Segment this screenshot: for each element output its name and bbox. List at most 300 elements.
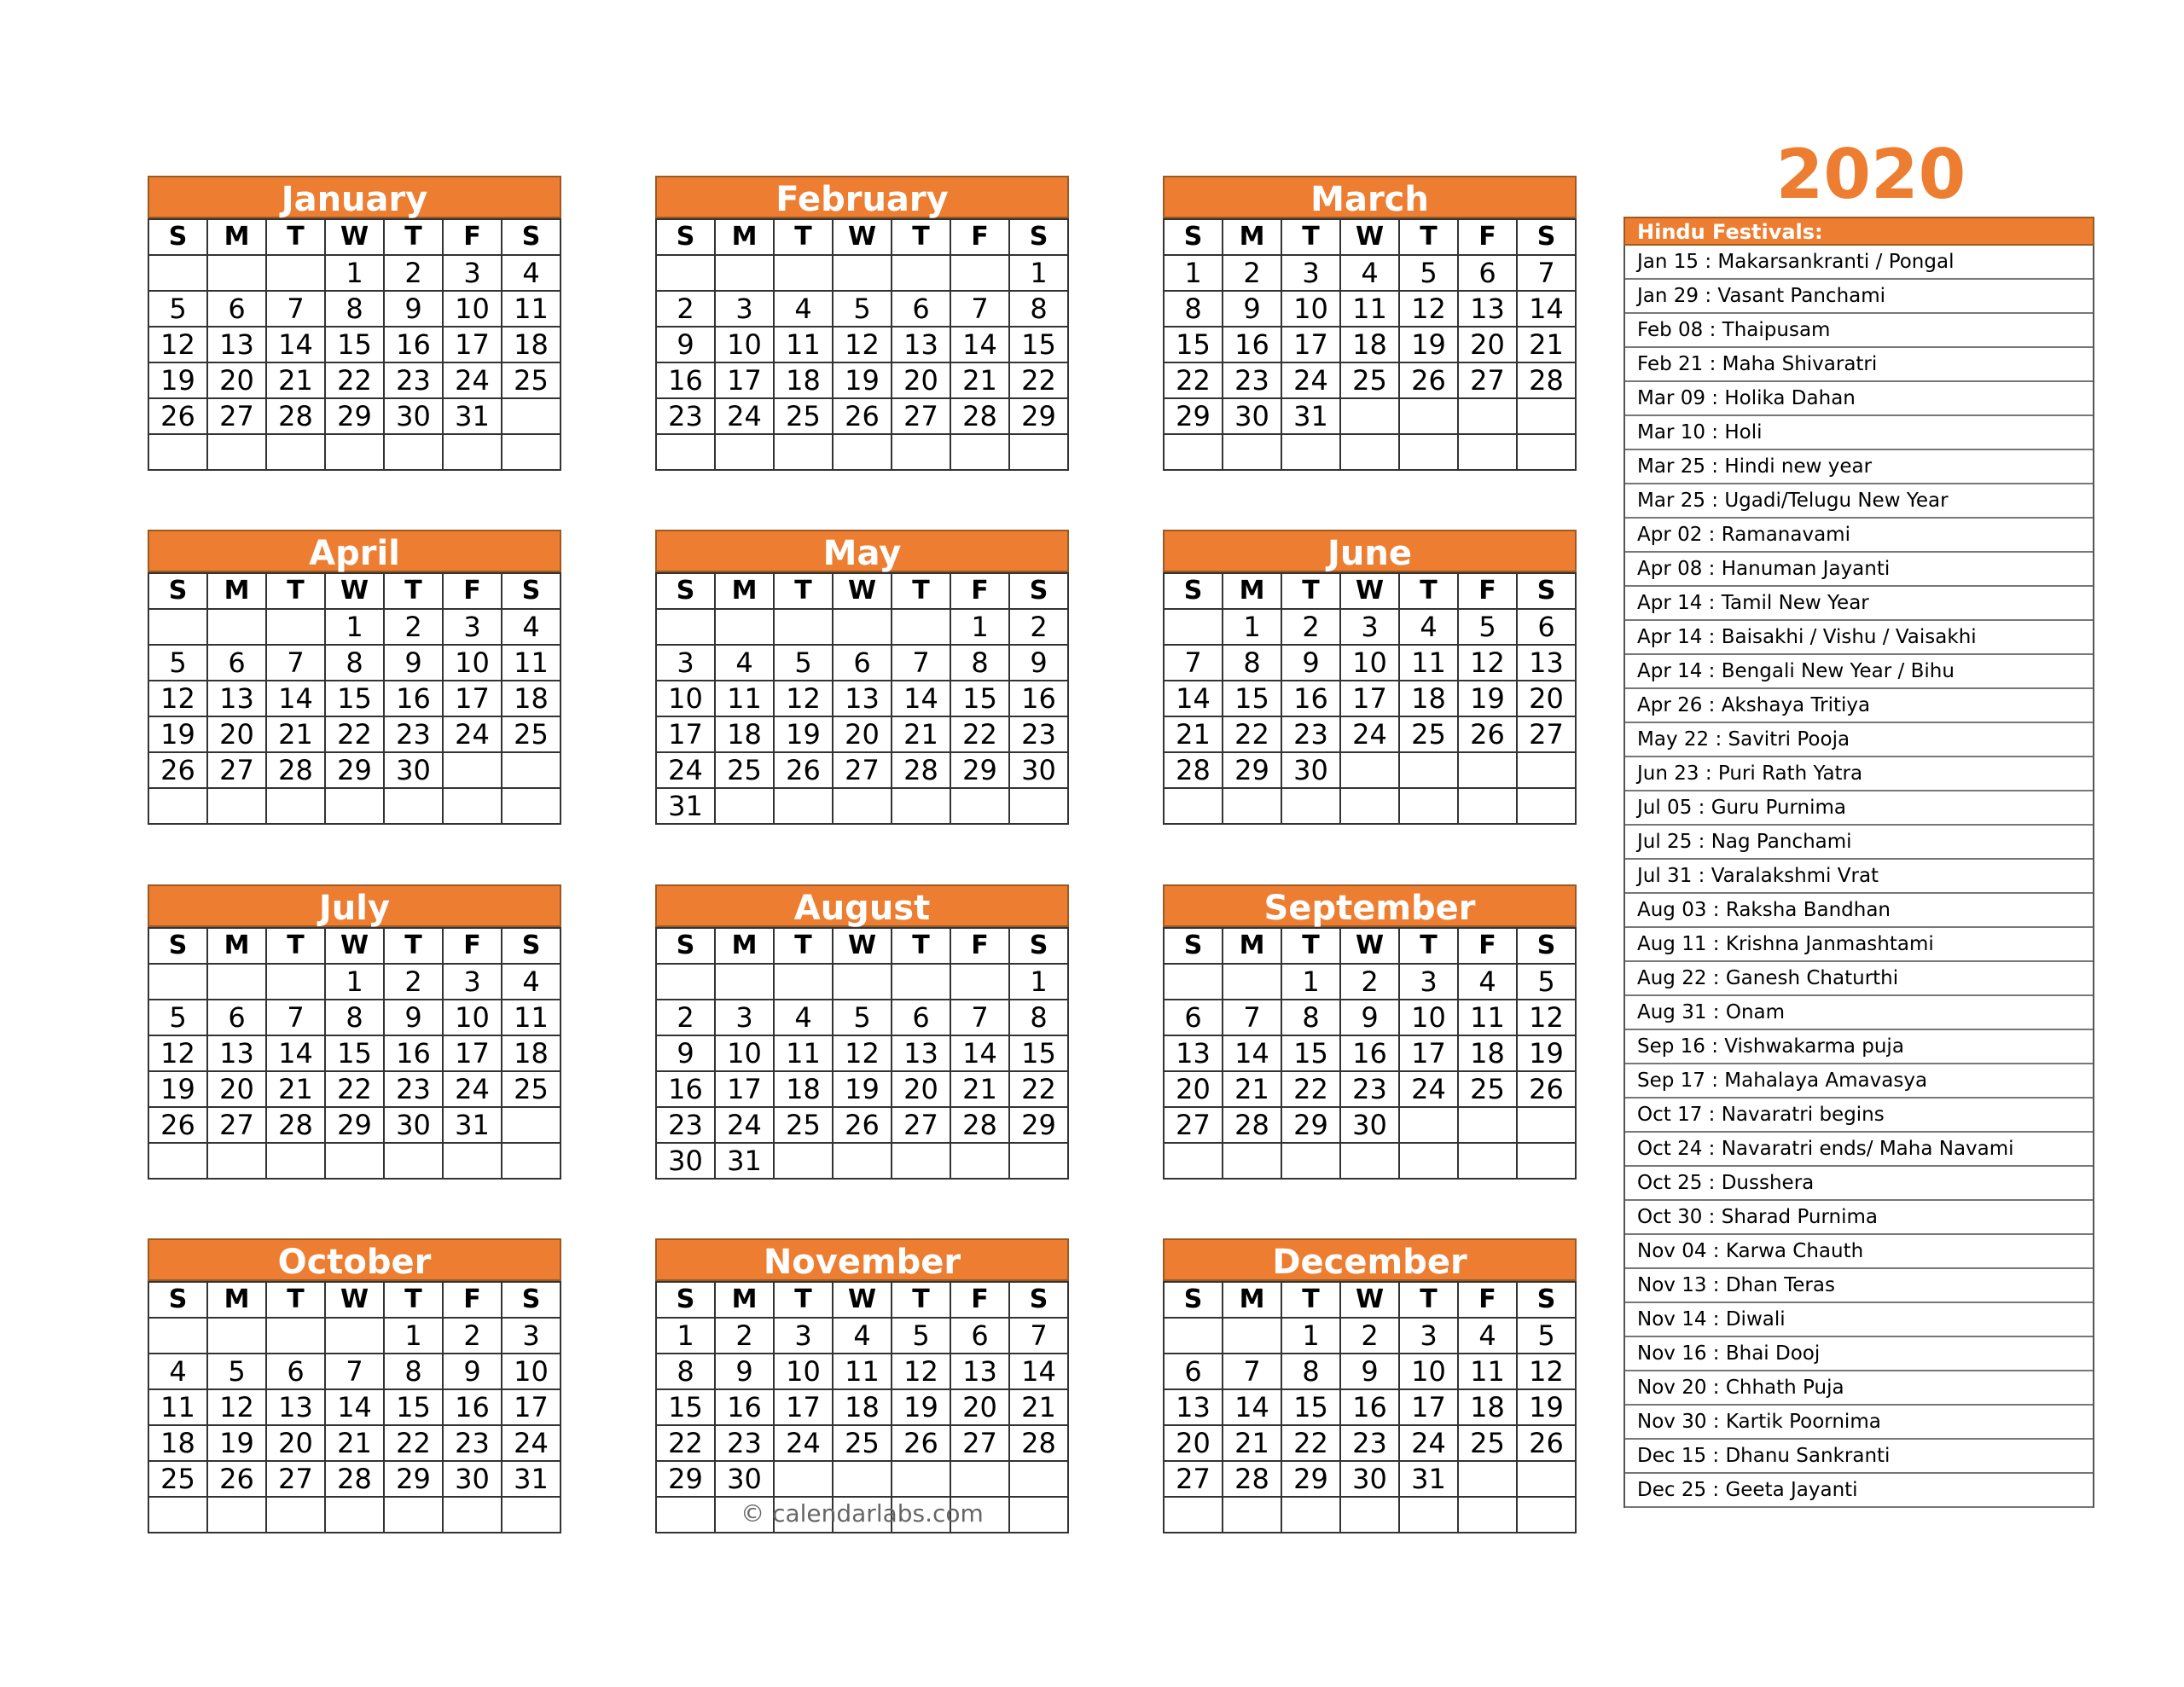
- festival-item: Sep 16 : Vishwakarma puja: [1625, 1030, 2093, 1064]
- empty-cell: [502, 1498, 561, 1533]
- day-cell: 11: [834, 1354, 892, 1390]
- weekday-header: S: [1165, 1283, 1223, 1319]
- day-cell: 28: [951, 1108, 1010, 1144]
- day-cell: 13: [951, 1354, 1010, 1390]
- weekday-header: T: [385, 220, 444, 256]
- day-cell: 19: [1400, 328, 1459, 363]
- day-cell: 1: [657, 1319, 716, 1354]
- day-cell: 4: [775, 1000, 834, 1036]
- day-cell: 8: [1282, 1000, 1341, 1036]
- day-cell: 23: [657, 1108, 716, 1144]
- day-cell: 30: [1223, 399, 1282, 435]
- day-cell: 3: [444, 610, 502, 646]
- empty-cell: [1223, 1319, 1282, 1354]
- day-cell: 7: [267, 292, 326, 328]
- month-title: June: [1163, 530, 1577, 572]
- day-cell: 6: [892, 292, 951, 328]
- month-title: December: [1163, 1238, 1577, 1281]
- day-cell: 18: [1459, 1390, 1518, 1426]
- festival-item: Oct 30 : Sharad Purnima: [1625, 1201, 2093, 1235]
- month-march: [1163, 176, 1577, 471]
- day-cell: 15: [1165, 328, 1223, 363]
- festival-item: Jan 29 : Vasant Panchami: [1625, 280, 2093, 314]
- weekday-header: W: [834, 1283, 892, 1319]
- weekday-header: W: [1341, 574, 1400, 610]
- empty-cell: [1400, 399, 1459, 435]
- day-cell: 17: [444, 328, 502, 363]
- day-cell: 29: [951, 753, 1010, 789]
- empty-cell: [775, 789, 834, 825]
- day-cell: 5: [149, 292, 208, 328]
- weekday-header: T: [1400, 574, 1459, 610]
- festival-item: Aug 22 : Ganesh Chaturthi: [1625, 962, 2093, 996]
- day-cell: 22: [1282, 1072, 1341, 1108]
- empty-cell: [1459, 399, 1518, 435]
- day-cell: 12: [149, 681, 208, 717]
- festival-item: Apr 02 : Ramanavami: [1625, 519, 2093, 553]
- day-cell: 12: [834, 328, 892, 363]
- day-cell: 20: [1165, 1426, 1223, 1462]
- empty-cell: [267, 1498, 326, 1533]
- day-cell: 29: [1282, 1462, 1341, 1498]
- day-cell: 10: [1400, 1354, 1459, 1390]
- weekday-header: S: [657, 1283, 716, 1319]
- festival-item: Oct 24 : Navaratri ends/ Maha Navami: [1625, 1133, 2093, 1167]
- empty-cell: [1400, 1108, 1459, 1144]
- day-cell: 7: [267, 646, 326, 681]
- weekday-header: M: [208, 220, 267, 256]
- day-cell: 25: [1400, 717, 1459, 753]
- day-cell: 17: [444, 681, 502, 717]
- day-cell: 22: [1010, 363, 1069, 399]
- day-cell: 8: [1223, 646, 1282, 681]
- weekday-header: W: [1341, 1283, 1400, 1319]
- day-cell: 24: [716, 1108, 775, 1144]
- weekday-header: T: [385, 929, 444, 965]
- weekday-header: W: [1341, 929, 1400, 965]
- empty-cell: [1223, 789, 1282, 825]
- empty-cell: [208, 610, 267, 646]
- day-cell: 6: [834, 646, 892, 681]
- weekday-header: S: [657, 929, 716, 965]
- day-cell: 23: [444, 1426, 502, 1462]
- festival-item: Aug 03 : Raksha Bandhan: [1625, 894, 2093, 928]
- day-cell: 12: [1400, 292, 1459, 328]
- festival-item: Oct 17 : Navaratri begins: [1625, 1099, 2093, 1133]
- weekday-header: S: [1010, 574, 1069, 610]
- weekday-header: S: [502, 574, 561, 610]
- day-cell: 12: [149, 1036, 208, 1072]
- weekday-header: M: [1223, 929, 1282, 965]
- day-cell: 17: [657, 717, 716, 753]
- day-cell: 19: [1518, 1036, 1577, 1072]
- day-cell: 26: [834, 399, 892, 435]
- day-cell: 14: [1518, 292, 1577, 328]
- day-cell: 30: [1010, 753, 1069, 789]
- day-cell: 5: [1518, 965, 1577, 1000]
- day-cell: 27: [208, 753, 267, 789]
- month-june: [1163, 530, 1577, 825]
- empty-cell: [1223, 435, 1282, 471]
- day-cell: 27: [1518, 717, 1577, 753]
- day-cell: 8: [1282, 1354, 1341, 1390]
- day-cell: 28: [326, 1462, 385, 1498]
- month-grid: [1163, 1281, 1577, 1533]
- empty-cell: [326, 1498, 385, 1533]
- day-cell: 8: [385, 1354, 444, 1390]
- day-cell: 27: [208, 1108, 267, 1144]
- day-cell: 13: [1459, 292, 1518, 328]
- day-cell: 7: [1010, 1319, 1069, 1354]
- day-cell: 22: [1223, 717, 1282, 753]
- day-cell: 19: [208, 1426, 267, 1462]
- day-cell: 21: [1518, 328, 1577, 363]
- weekday-header: F: [951, 574, 1010, 610]
- empty-cell: [149, 435, 208, 471]
- day-cell: 12: [1518, 1000, 1577, 1036]
- day-cell: 30: [444, 1462, 502, 1498]
- day-cell: 4: [775, 292, 834, 328]
- day-cell: 29: [385, 1462, 444, 1498]
- empty-cell: [1459, 1498, 1518, 1533]
- day-cell: 19: [1459, 681, 1518, 717]
- weekday-header: S: [1518, 220, 1577, 256]
- empty-cell: [951, 435, 1010, 471]
- day-cell: 11: [1400, 646, 1459, 681]
- empty-cell: [1165, 1319, 1223, 1354]
- day-cell: 19: [149, 717, 208, 753]
- empty-cell: [1341, 1498, 1400, 1533]
- empty-cell: [892, 1144, 951, 1180]
- weekday-header: T: [1282, 929, 1341, 965]
- day-cell: 3: [657, 646, 716, 681]
- empty-cell: [326, 1319, 385, 1354]
- festival-item: Nov 30 : Kartik Poornima: [1625, 1406, 2093, 1440]
- day-cell: 4: [716, 646, 775, 681]
- day-cell: 15: [1223, 681, 1282, 717]
- day-cell: 25: [1459, 1426, 1518, 1462]
- month-grid: [655, 1281, 1069, 1533]
- month-grid: [148, 218, 561, 471]
- empty-cell: [951, 1462, 1010, 1498]
- day-cell: 13: [208, 681, 267, 717]
- day-cell: 15: [1282, 1036, 1341, 1072]
- empty-cell: [892, 1462, 951, 1498]
- empty-cell: [267, 965, 326, 1000]
- day-cell: 14: [267, 328, 326, 363]
- day-cell: 8: [1165, 292, 1223, 328]
- empty-cell: [834, 256, 892, 292]
- empty-cell: [149, 789, 208, 825]
- day-cell: 25: [1459, 1072, 1518, 1108]
- empty-cell: [267, 1319, 326, 1354]
- day-cell: 30: [1282, 753, 1341, 789]
- day-cell: 6: [951, 1319, 1010, 1354]
- year-title: 2020: [1775, 135, 1966, 214]
- day-cell: 18: [775, 363, 834, 399]
- day-cell: 1: [326, 610, 385, 646]
- day-cell: 30: [385, 399, 444, 435]
- festival-list: [1623, 246, 2094, 1508]
- weekday-header: M: [716, 929, 775, 965]
- festival-item: May 22 : Savitri Pooja: [1625, 723, 2093, 757]
- day-cell: 28: [267, 399, 326, 435]
- empty-cell: [1341, 753, 1400, 789]
- empty-cell: [951, 789, 1010, 825]
- weekday-header: W: [834, 220, 892, 256]
- day-cell: 26: [892, 1426, 951, 1462]
- empty-cell: [444, 435, 502, 471]
- festival-item: Feb 08 : Thaipusam: [1625, 314, 2093, 348]
- empty-cell: [1518, 1108, 1577, 1144]
- day-cell: 31: [502, 1462, 561, 1498]
- day-cell: 20: [834, 717, 892, 753]
- day-cell: 14: [1010, 1354, 1069, 1390]
- day-cell: 29: [1223, 753, 1282, 789]
- day-cell: 25: [1341, 363, 1400, 399]
- empty-cell: [502, 435, 561, 471]
- day-cell: 20: [892, 1072, 951, 1108]
- day-cell: 5: [834, 292, 892, 328]
- weekday-header: F: [1459, 574, 1518, 610]
- weekday-header: S: [657, 574, 716, 610]
- day-cell: 23: [1282, 717, 1341, 753]
- weekday-header: F: [951, 220, 1010, 256]
- weekday-header: T: [775, 929, 834, 965]
- empty-cell: [892, 256, 951, 292]
- day-cell: 23: [1223, 363, 1282, 399]
- empty-cell: [444, 1498, 502, 1533]
- day-cell: 13: [1165, 1390, 1223, 1426]
- day-cell: 20: [1165, 1072, 1223, 1108]
- day-cell: 24: [502, 1426, 561, 1462]
- weekday-header: W: [326, 929, 385, 965]
- day-cell: 13: [208, 1036, 267, 1072]
- empty-cell: [892, 789, 951, 825]
- empty-cell: [1165, 1144, 1223, 1180]
- day-cell: 16: [716, 1390, 775, 1426]
- day-cell: 21: [1223, 1426, 1282, 1462]
- empty-cell: [1400, 753, 1459, 789]
- day-cell: 30: [385, 753, 444, 789]
- empty-cell: [1400, 1144, 1459, 1180]
- day-cell: 13: [892, 328, 951, 363]
- day-cell: 14: [951, 1036, 1010, 1072]
- weekday-header: T: [267, 1283, 326, 1319]
- weekday-header: T: [892, 1283, 951, 1319]
- empty-cell: [1400, 435, 1459, 471]
- day-cell: 18: [775, 1072, 834, 1108]
- day-cell: 17: [1282, 328, 1341, 363]
- day-cell: 12: [208, 1390, 267, 1426]
- empty-cell: [1518, 1144, 1577, 1180]
- month-title: February: [655, 176, 1069, 218]
- day-cell: 14: [1223, 1390, 1282, 1426]
- weekday-header: T: [1282, 1283, 1341, 1319]
- empty-cell: [1282, 1498, 1341, 1533]
- empty-cell: [775, 1462, 834, 1498]
- day-cell: 26: [775, 753, 834, 789]
- empty-cell: [208, 1144, 267, 1180]
- empty-cell: [208, 1319, 267, 1354]
- empty-cell: [208, 435, 267, 471]
- day-cell: 27: [892, 399, 951, 435]
- empty-cell: [1459, 1108, 1518, 1144]
- empty-cell: [1341, 1144, 1400, 1180]
- month-title: October: [148, 1238, 561, 1281]
- empty-cell: [834, 1462, 892, 1498]
- day-cell: 27: [267, 1462, 326, 1498]
- day-cell: 23: [716, 1426, 775, 1462]
- festival-item: Oct 25 : Dusshera: [1625, 1167, 2093, 1201]
- day-cell: 19: [149, 363, 208, 399]
- day-cell: 19: [775, 717, 834, 753]
- day-cell: 10: [716, 328, 775, 363]
- empty-cell: [834, 610, 892, 646]
- day-cell: 8: [1010, 1000, 1069, 1036]
- day-cell: 3: [775, 1319, 834, 1354]
- day-cell: 7: [1518, 256, 1577, 292]
- month-title: July: [148, 884, 561, 927]
- day-cell: 25: [502, 717, 561, 753]
- day-cell: 15: [326, 1036, 385, 1072]
- weekday-header: S: [1165, 220, 1223, 256]
- weekday-header: M: [716, 220, 775, 256]
- day-cell: 7: [267, 1000, 326, 1036]
- day-cell: 20: [208, 363, 267, 399]
- day-cell: 23: [385, 1072, 444, 1108]
- empty-cell: [775, 256, 834, 292]
- day-cell: 9: [657, 328, 716, 363]
- month-grid: [1163, 927, 1577, 1180]
- empty-cell: [834, 965, 892, 1000]
- day-cell: 5: [775, 646, 834, 681]
- day-cell: 1: [1282, 965, 1341, 1000]
- day-cell: 23: [385, 717, 444, 753]
- day-cell: 10: [1341, 646, 1400, 681]
- day-cell: 17: [716, 1072, 775, 1108]
- empty-cell: [1518, 435, 1577, 471]
- day-cell: 17: [716, 363, 775, 399]
- day-cell: 19: [149, 1072, 208, 1108]
- day-cell: 20: [1459, 328, 1518, 363]
- empty-cell: [775, 610, 834, 646]
- day-cell: 28: [951, 399, 1010, 435]
- day-cell: 10: [657, 681, 716, 717]
- empty-cell: [1459, 789, 1518, 825]
- day-cell: 31: [1282, 399, 1341, 435]
- empty-cell: [502, 1144, 561, 1180]
- day-cell: 4: [502, 610, 561, 646]
- day-cell: 1: [326, 965, 385, 1000]
- empty-cell: [1518, 789, 1577, 825]
- day-cell: 16: [385, 681, 444, 717]
- day-cell: 9: [385, 646, 444, 681]
- day-cell: 26: [208, 1462, 267, 1498]
- empty-cell: [834, 1144, 892, 1180]
- empty-cell: [502, 789, 561, 825]
- day-cell: 22: [385, 1426, 444, 1462]
- day-cell: 11: [1459, 1000, 1518, 1036]
- weekday-header: T: [1282, 220, 1341, 256]
- day-cell: 28: [267, 753, 326, 789]
- weekday-header: W: [326, 1283, 385, 1319]
- empty-cell: [1010, 1144, 1069, 1180]
- day-cell: 29: [1165, 399, 1223, 435]
- empty-cell: [1282, 789, 1341, 825]
- day-cell: 9: [1341, 1000, 1400, 1036]
- empty-cell: [1223, 965, 1282, 1000]
- day-cell: 16: [1010, 681, 1069, 717]
- empty-cell: [1459, 753, 1518, 789]
- empty-cell: [208, 965, 267, 1000]
- empty-cell: [716, 256, 775, 292]
- weekday-header: W: [326, 574, 385, 610]
- day-cell: 17: [444, 1036, 502, 1072]
- empty-cell: [1282, 1144, 1341, 1180]
- festival-item: Jul 31 : Varalakshmi Vrat: [1625, 860, 2093, 894]
- festival-item: Mar 10 : Holi: [1625, 416, 2093, 450]
- weekday-header: F: [1459, 220, 1518, 256]
- day-cell: 28: [267, 1108, 326, 1144]
- festival-item: Nov 14 : Diwali: [1625, 1303, 2093, 1337]
- day-cell: 21: [326, 1426, 385, 1462]
- day-cell: 11: [149, 1390, 208, 1426]
- festival-item: Jan 15 : Makarsankranti / Pongal: [1625, 246, 2093, 280]
- day-cell: 4: [1459, 1319, 1518, 1354]
- day-cell: 20: [267, 1426, 326, 1462]
- day-cell: 22: [657, 1426, 716, 1462]
- day-cell: 9: [1010, 646, 1069, 681]
- day-cell: 26: [149, 753, 208, 789]
- day-cell: 19: [892, 1390, 951, 1426]
- weekday-header: F: [1459, 929, 1518, 965]
- weekday-header: T: [892, 574, 951, 610]
- day-cell: 30: [716, 1462, 775, 1498]
- day-cell: 26: [1518, 1426, 1577, 1462]
- day-cell: 7: [326, 1354, 385, 1390]
- day-cell: 25: [775, 399, 834, 435]
- day-cell: 29: [1010, 1108, 1069, 1144]
- day-cell: 7: [892, 646, 951, 681]
- day-cell: 28: [892, 753, 951, 789]
- day-cell: 3: [716, 292, 775, 328]
- weekday-header: S: [149, 574, 208, 610]
- empty-cell: [1341, 789, 1400, 825]
- weekday-header: S: [149, 1283, 208, 1319]
- weekday-header: M: [1223, 574, 1282, 610]
- day-cell: 16: [1341, 1390, 1400, 1426]
- day-cell: 3: [502, 1319, 561, 1354]
- empty-cell: [1400, 1498, 1459, 1533]
- day-cell: 6: [1459, 256, 1518, 292]
- day-cell: 23: [657, 399, 716, 435]
- day-cell: 6: [1165, 1000, 1223, 1036]
- day-cell: 22: [326, 363, 385, 399]
- day-cell: 2: [1341, 965, 1400, 1000]
- day-cell: 23: [1341, 1426, 1400, 1462]
- weekday-header: S: [149, 929, 208, 965]
- day-cell: 22: [1165, 363, 1223, 399]
- empty-cell: [892, 610, 951, 646]
- month-september: [1163, 884, 1577, 1180]
- weekday-header: T: [892, 220, 951, 256]
- festival-item: Jul 25 : Nag Panchami: [1625, 826, 2093, 860]
- day-cell: 13: [892, 1036, 951, 1072]
- month-october: [148, 1238, 561, 1533]
- month-title: January: [148, 176, 561, 218]
- day-cell: 27: [1165, 1462, 1223, 1498]
